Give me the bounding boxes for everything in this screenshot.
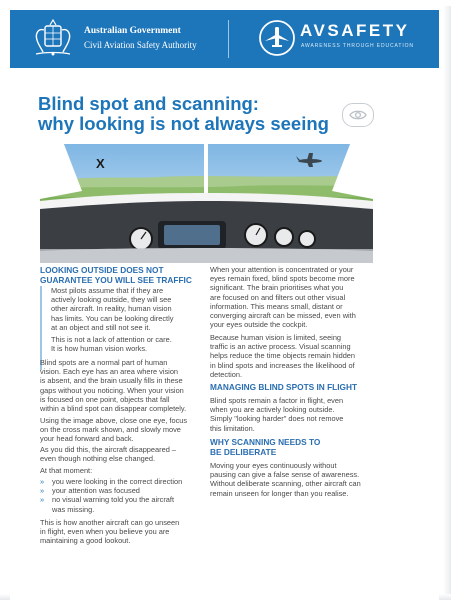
text-line: traffic is an active process. Visual scanning: [210, 342, 351, 352]
text-line: helps reduce the time objects remain hidden: [210, 351, 356, 361]
text-line: significant. The brain prioritises what you: [210, 283, 344, 293]
text-line: maintaining a good lookout.: [40, 536, 131, 546]
text-line: Blind spots remain a factor in flight, even: [210, 396, 344, 405]
text-line: no visual warning told you the aircraft: [52, 495, 175, 505]
text-line: Without deliberate scanning, other aircraft can: [210, 479, 361, 489]
page-title: [38, 94, 329, 134]
text-line: you were looking in the correct direction: [52, 477, 183, 486]
text-line: Simply "looking harder" does not remove: [210, 414, 344, 424]
text-line: Moving your eyes continuously without: [210, 461, 337, 470]
text-line: in blind spots and increases the likelihood of: [210, 360, 355, 370]
text-line: gaps without you noticing. When your vision: [40, 385, 184, 395]
text-line: When your attention is concentrated or your: [210, 265, 354, 274]
paragraph-blind-spots: [40, 358, 210, 413]
callout-text-2: [51, 335, 206, 353]
text-line: This is how another aircraft can go unseen: [40, 518, 180, 527]
text-line: Using the image above, close one eye, focus: [40, 416, 188, 425]
text-line: was missing.: [52, 504, 95, 514]
text-line: is absent, and the brain usually fills in these: [40, 376, 183, 386]
paragraph-disappeared: [40, 445, 210, 463]
text-line: remain unseen for longer than you realise.: [210, 488, 349, 498]
paragraph-attention: [210, 265, 378, 329]
text-line: pausing can give a false sense of awareness.: [210, 470, 360, 480]
list-item: [40, 486, 208, 495]
text-line: on the cross mark shown, and slowly move: [40, 425, 181, 435]
eye-badge: [342, 103, 374, 127]
text-line: actively looking outside, they will see: [51, 295, 172, 305]
bullet-marker: »: [40, 477, 45, 486]
text-line: eyes remain fixed, blind spots become more: [210, 274, 355, 284]
government-name: Australian Government: [84, 26, 181, 36]
text-line: It is how human vision works.: [51, 344, 148, 354]
text-line: As you did this, the aircraft disappeared –: [40, 445, 176, 454]
text-line: at an object and still not see it.: [51, 322, 151, 332]
cockpit-view-image: [40, 139, 373, 263]
text-line: Because human vision is limited, seeing: [210, 333, 342, 342]
title-line-2: why looking is not always seeing: [38, 113, 329, 134]
text-line: even though nothing else changed.: [40, 454, 156, 464]
section-heading-looking-outside: [40, 265, 192, 285]
agency-name: Civil Aviation Safety Authority: [84, 40, 197, 50]
text-line: this limitation.: [210, 423, 255, 433]
heading-line: BE DELIBERATE: [210, 447, 277, 457]
text-line: detection.: [210, 369, 243, 379]
text-line: when you are actively looking outside.: [210, 405, 335, 415]
page-edge-shadow: [443, 6, 451, 600]
header-divider: [228, 20, 229, 58]
avsafety-logo-icon: [258, 19, 296, 57]
text-line: is focused on one point, objects that fall: [40, 394, 170, 404]
text-line: in flight, even when you believe you are: [40, 527, 170, 537]
heading-line: GUARANTEE YOU WILL SEE TRAFFIC: [40, 275, 192, 285]
text-line: your head forward and back.: [40, 434, 134, 444]
text-line: vision. Each eye has an area where vision: [40, 367, 179, 377]
list-item: [40, 495, 208, 513]
callout-text: [51, 286, 206, 332]
text-line: your eyes outside the cockpit.: [210, 320, 308, 330]
paragraph-human-vision: [210, 333, 378, 379]
bullet-marker: »: [40, 486, 45, 496]
text-line: This is not a lack of attention or care.: [51, 335, 172, 344]
heading-line: WHY SCANNING NEEDS TO: [210, 437, 321, 447]
section-heading-scanning: [210, 437, 320, 457]
text-line: are focused on and filters out other visual: [210, 292, 346, 302]
eye-icon: [349, 109, 367, 121]
coat-of-arms-icon: [28, 16, 78, 62]
at-that-moment-label: At that moment:: [40, 466, 93, 475]
bullet-list: [40, 477, 208, 514]
bullet-marker: »: [40, 495, 45, 505]
brand-tagline: AWARENESS THROUGH EDUCATION: [301, 43, 414, 49]
paragraph-scanning: [210, 461, 380, 498]
text-line: Most pilots assume that if they are: [51, 286, 164, 295]
title-line-1: Blind spot and scanning:: [38, 93, 259, 114]
text-line: other aircraft. In reality, human vision: [51, 304, 172, 314]
list-item: [40, 477, 208, 486]
text-line: Blind spots are a normal part of human: [40, 358, 168, 367]
section-heading-managing: MANAGING BLIND SPOTS IN FLIGHT: [210, 382, 358, 392]
heading-line: LOOKING OUTSIDE DOES NOT: [40, 265, 164, 275]
text-line: converging aircraft can be missed, even with: [210, 311, 356, 321]
header-banner: [10, 10, 439, 68]
brand-name: AVSAFETY: [300, 21, 410, 40]
text-line: your attention was focused: [52, 486, 140, 496]
text-line: information. This means small, distant or: [210, 301, 343, 311]
paragraph-managing: [210, 396, 378, 433]
text-line: has limits. You can be looking directly: [51, 313, 174, 323]
paragraph-unseen: [40, 518, 210, 546]
paragraph-using-image: [40, 416, 210, 444]
cockpit-illustration: [40, 139, 373, 263]
text-line: within a blind spot can disappear completely.: [40, 404, 187, 414]
cross-mark: X: [96, 156, 105, 171]
